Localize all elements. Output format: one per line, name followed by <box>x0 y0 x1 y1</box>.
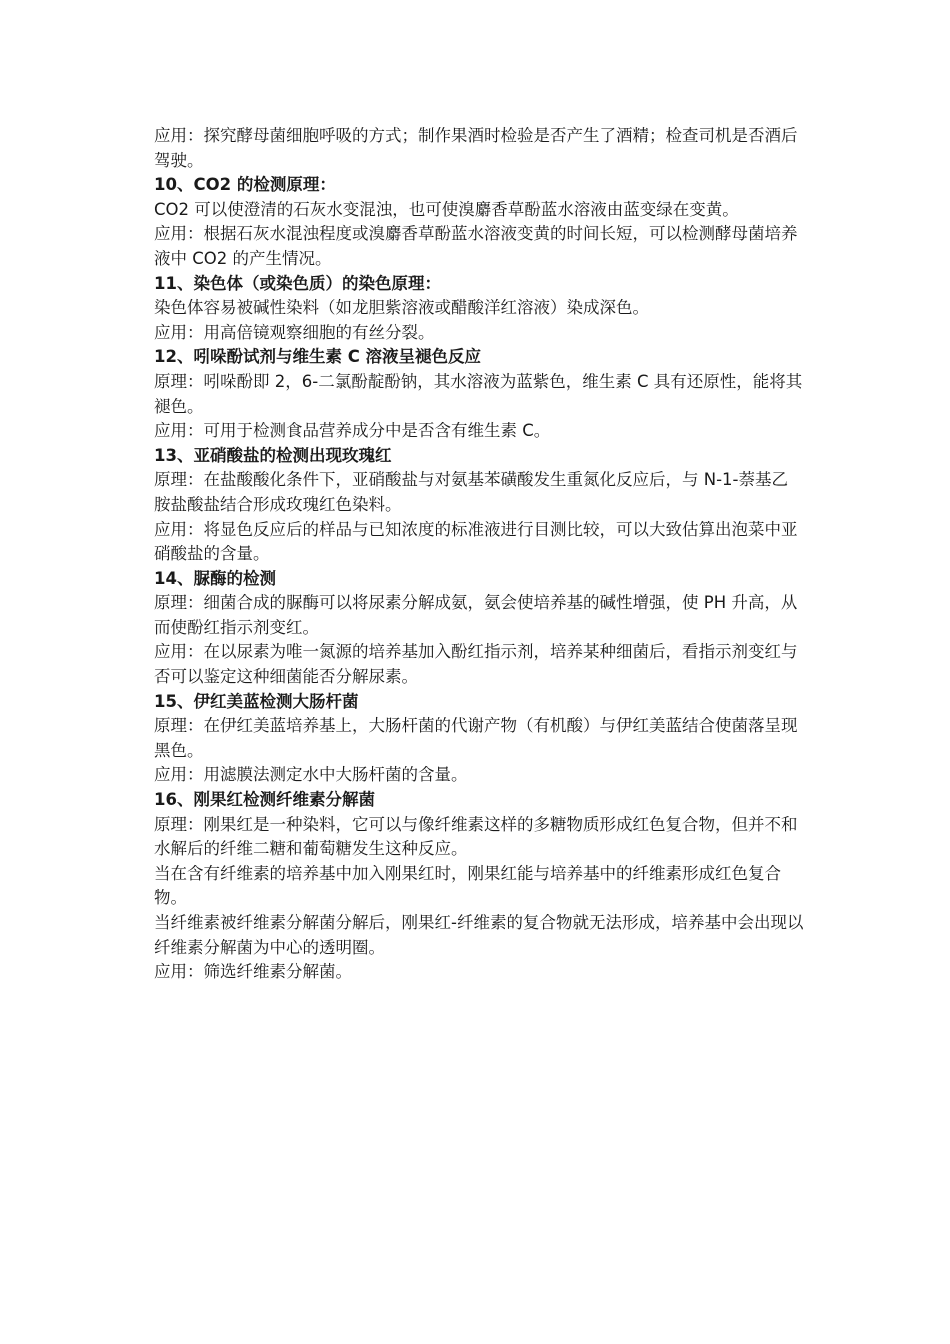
heading-nitrite-detection: 13、亚硝酸盐的检测出现玫瑰红 <box>154 445 392 465</box>
paragraph-application-yeast: 应用：探究酵母菌细胞呼吸的方式；制作果酒时检验是否产生了酒精；检查司机是否酒后驾驶。 <box>154 126 798 170</box>
paragraph-indophenol-application: 应用：可用于检测食品营养成分中是否含有维生素 C。 <box>154 421 551 441</box>
paragraph-congo-red-principle: 原理：刚果红是一种染料，它可以与像纤维素这样的多糖物质形成红色复合物，但并不和水解后的纤维二糖和葡萄糖发生这种反应。 <box>154 814 798 859</box>
heading-congo-red: 16、刚果红检测纤维素分解菌 <box>154 790 375 810</box>
paragraph-chromosome-principle: 染色体容易被碱性染料（如龙胆紫溶液或醋酸洋红溶液）染成深色。 <box>154 298 649 318</box>
paragraph-emb-principle: 原理：在伊红美蓝培养基上，大肠杆菌的代谢产物（有机酸）与伊红美蓝结合使菌落呈现黑色。 <box>154 716 798 760</box>
paragraph-nitrite-principle: 原理：在盐酸酸化条件下，亚硝酸盐与对氨基苯磺酸发生重氮化反应后，与 N-1-萘基乙胺盐酸盐结合形成玫瑰红色染料。 <box>154 470 788 514</box>
paragraph-emb-application: 应用：用滤膜法测定水中大肠杆菌的含量。 <box>154 765 468 785</box>
heading-urease-detection: 14、脲酶的检测 <box>154 568 276 588</box>
heading-indophenol-vitamin-c: 12、吲哚酚试剂与维生素 C 溶液呈褪色反应 <box>154 347 482 367</box>
document-page <box>154 124 804 985</box>
paragraph-co2-principle: CO2 可以使澄清的石灰水变混浊，也可使溴麝香草酚蓝水溶液由蓝变绿在变黄。 <box>154 199 739 219</box>
paragraph-urease-principle: 原理：细菌合成的脲酶可以将尿素分解成氨，氨会使培养基的碱性增强，使 PH 升高，从而使酚红指示剂变红。 <box>154 593 798 637</box>
paragraph-congo-red-application: 应用：筛选纤维素分解菌。 <box>154 962 352 982</box>
heading-chromosome-staining: 11、染色体（或染色质）的染色原理： <box>154 273 441 293</box>
heading-co2-detection: 10、CO2 的检测原理： <box>154 175 336 195</box>
heading-eosin-methylene-blue: 15、伊红美蓝检测大肠杆菌 <box>154 691 359 711</box>
paragraph-chromosome-application: 应用：用高倍镜观察细胞的有丝分裂。 <box>154 322 435 342</box>
paragraph-nitrite-application: 应用：将显色反应后的样品与已知浓度的标准液进行目测比较，可以大致估算出泡菜中亚硝酸盐的含量。 <box>154 519 798 564</box>
paragraph-congo-red-complex: 当在含有纤维素的培养基中加入刚果红时，刚果红能与培养基中的纤维素形成红色复合物。 <box>154 863 781 908</box>
paragraph-co2-application: 应用：根据石灰水混浊程度或溴麝香草酚蓝水溶液变黄的时间长短，可以检测酵母菌培养液中 CO2 的产生情况。 <box>154 224 798 268</box>
paragraph-indophenol-principle: 原理：吲哚酚即 2，6-二氯酚靛酚钠，其水溶液为蓝紫色，维生素 C 具有还原性，能将其褪色。 <box>154 371 803 416</box>
paragraph-congo-red-clear-zone: 当纤维素被纤维素分解菌分解后，刚果红-纤维素的复合物就无法形成，培养基中会出现以纤维素分解菌为中心的透明圈。 <box>154 913 804 957</box>
paragraph-urease-application: 应用：在以尿素为唯一氮源的培养基加入酚红指示剂，培养某种细菌后，看指示剂变红与否可以鉴定这种细菌能否分解尿素。 <box>154 642 798 687</box>
